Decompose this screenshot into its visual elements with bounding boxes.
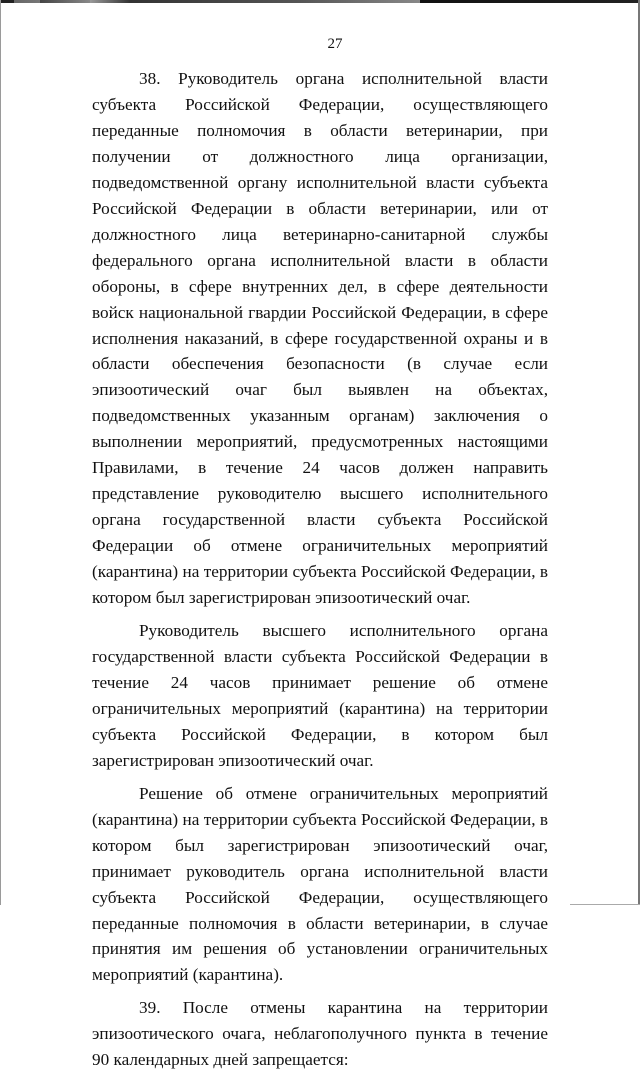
page-number: 27 xyxy=(327,36,343,52)
paragraph-veterinary-authority-decision: Решение об отмене ограничительных мероприятий (карантина) на территории субъекта Российской Федерации, в котором был зарегистрирован эпизоотический очаг, принимает руководитель органа исполнительной власти субъекта Российской Федерации, осуществляющего переданные полномочия в области ветеринарии, в случае принятия им решения об установлении ограничительных мероприятий (карантина). xyxy=(92,783,548,985)
paragraph-governor-decision: Руководитель высшего исполнительного органа государственной власти субъекта Российской Федерации в течение 24 часов принимает решение об отмене ограничительных мероприятий (карантина) на территории субъекта Российской Федерации, в котором был зарегистрирован эпизоотический очаг. xyxy=(92,621,548,770)
paragraph-38: 38. Руководитель органа исполнительной власти субъекта Российской Федерации, осуществляющего переданные полномочия в области ветеринарии, при получении от должностного лица организации, подведомственной органу исполнительной власти субъекта Российской Федерации в области ветеринарии, или от должностного лица ветеринарно-санитарной службы федерального органа исполнительной власти в области обороны, в сфере внутренних дел, в сфере деятельности войск национальной гвардии Российской Федерации, в сфере исполнения наказаний, в сфере государственной охраны и в области обеспечения безопасности (в случае если эпизоотический очаг был выявлен на объектах, подведомственных указанным органам) заключения о выполнении мероприятий, предусмотренных настоящими Правилами, в течение 24 часов должен направить представление руководителю высшего исполнительного органа государственной власти субъекта Российской Федерации об отмене ограничительных мероприятий (карантина) на территории субъекта Российской Федерации, в котором был зарегистрирован эпизоотический очаг. xyxy=(92,69,548,608)
scan-left-edge xyxy=(0,0,1,905)
document-body xyxy=(92,66,548,1073)
scan-top-edge xyxy=(0,0,640,3)
paragraph-39: 39. После отмены карантина на территории эпизоотического очага, неблагополучного пункта в течение 90 календарных дней запрещается: xyxy=(92,998,548,1070)
